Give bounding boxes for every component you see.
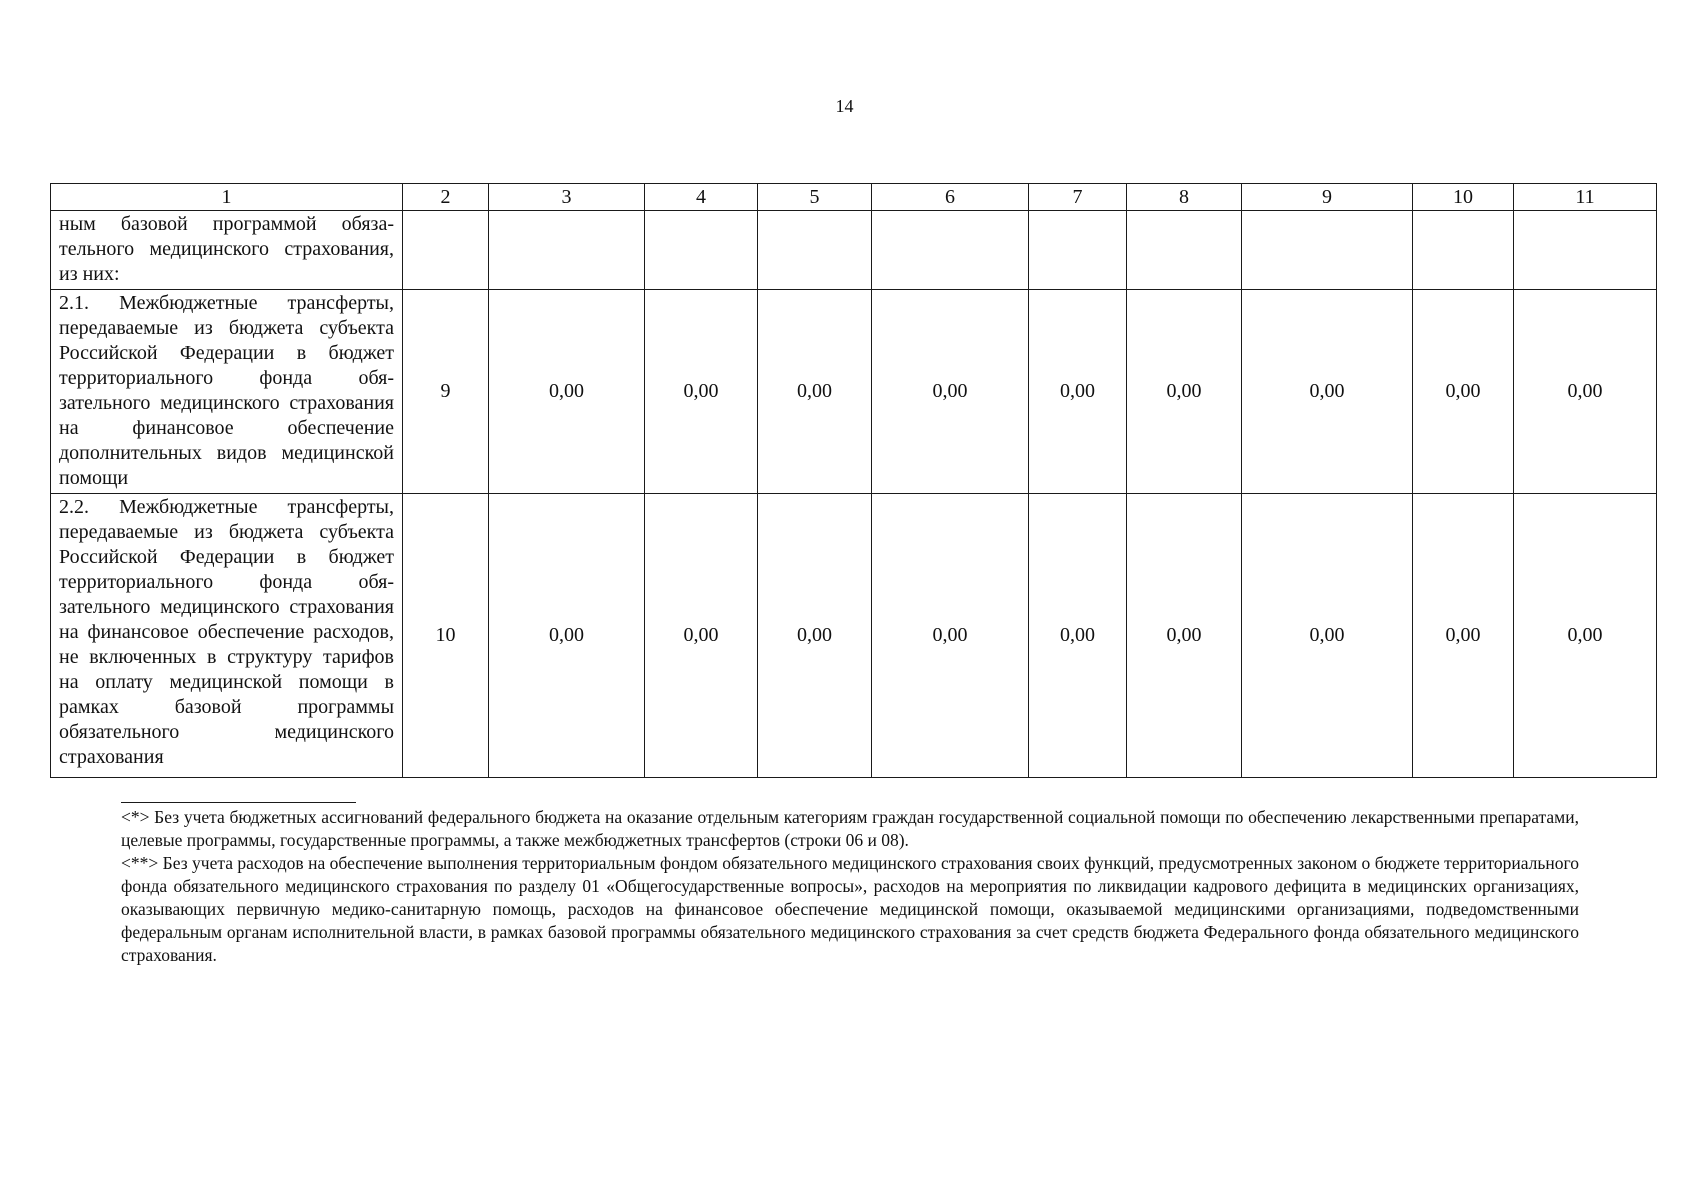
column-header: 11 xyxy=(1514,184,1657,211)
table-cell: 0,00 xyxy=(1514,494,1657,778)
table-cell: 0,00 xyxy=(758,290,872,494)
table-row xyxy=(51,211,1657,290)
table-cell: 0,00 xyxy=(1242,290,1413,494)
table-cell xyxy=(1514,211,1657,290)
table-row xyxy=(51,494,1657,778)
table-cell: 0,00 xyxy=(1127,290,1242,494)
table-cell xyxy=(1242,211,1413,290)
table-cell xyxy=(489,211,645,290)
column-header: 3 xyxy=(489,184,645,211)
table-cell: 0,00 xyxy=(645,290,758,494)
table-row xyxy=(51,290,1657,494)
table-cell: 0,00 xyxy=(1127,494,1242,778)
column-header: 5 xyxy=(758,184,872,211)
table-cell: 0,00 xyxy=(1413,494,1514,778)
table-cell: 0,00 xyxy=(1242,494,1413,778)
column-header: 10 xyxy=(1413,184,1514,211)
column-header: 4 xyxy=(645,184,758,211)
column-header: 6 xyxy=(872,184,1029,211)
footnote-divider xyxy=(121,802,356,803)
table-cell: 0,00 xyxy=(489,290,645,494)
budget-table xyxy=(50,183,1657,778)
table-cell xyxy=(1029,211,1127,290)
row-code xyxy=(403,211,489,290)
column-header: 1 xyxy=(51,184,403,211)
table-cell xyxy=(1413,211,1514,290)
table-cell: 0,00 xyxy=(758,494,872,778)
table-header-row xyxy=(51,184,1657,211)
row-code: 9 xyxy=(403,290,489,494)
table-cell: 0,00 xyxy=(872,494,1029,778)
footnote-2: <**> Без учета расходов на обеспечение выполнения территориальным фондом обязательного медицинского страхования своих функций, предусмотренных законом о бюджете территориального фонда обязательного медицинского страхования по разделу 01 «Общегосударственные вопросы», расходов на мероприятия по ликвидации кадрового дефицита в медицинских организациях, оказывающих первичную медико-санитарную помощь, расходов на финансовое обеспечение медицинской помощи, оказываемой медицинскими организациями, подведомственными федеральным органам исполнительной власти, в рамках базовой программы обязательного медицинского страхования за счет средств бюджета Федерального фонда обязательного медицинского страхования. xyxy=(121,853,1579,965)
row-name: ным базовой программой обязательного медицинского страхования, из них: xyxy=(51,211,403,290)
table-cell xyxy=(872,211,1029,290)
row-name: 2.2. Межбюджетные трансферты, передаваемые из бюджета субъекта Российской Федерации в бюджет территориального фонда обязательного медицинского страхования на финансовое обеспечение расходов, не включенных в структуру тарифов на оплату медицинской помощи в рамках базовой программы обязательного медицинского страхования xyxy=(51,494,403,778)
footnotes xyxy=(121,806,1579,967)
table-cell: 0,00 xyxy=(1029,290,1127,494)
column-header: 9 xyxy=(1242,184,1413,211)
table-cell: 0,00 xyxy=(1413,290,1514,494)
table-cell xyxy=(1127,211,1242,290)
table-cell: 0,00 xyxy=(1514,290,1657,494)
footnote-1: <*> Без учета бюджетных ассигнований федерального бюджета на оказание отдельным категориям граждан государственной социальной помощи по обеспечению лекарственными препаратами, целевые программы, государственные программы, а также межбюджетных трансфертов (строки 06 и 08). xyxy=(121,807,1579,850)
table-cell xyxy=(758,211,872,290)
row-name: 2.1. Межбюджетные трансферты, передаваемые из бюджета субъекта Российской Федерации в бюджет территориального фонда обязательного медицинского страхования на финансовое обеспечение дополнительных видов медицинской помощи xyxy=(51,290,403,494)
column-header: 8 xyxy=(1127,184,1242,211)
column-header: 2 xyxy=(403,184,489,211)
column-header: 7 xyxy=(1029,184,1127,211)
row-code: 10 xyxy=(403,494,489,778)
table-cell: 0,00 xyxy=(489,494,645,778)
table-cell: 0,00 xyxy=(872,290,1029,494)
table-cell: 0,00 xyxy=(645,494,758,778)
table-cell: 0,00 xyxy=(1029,494,1127,778)
table-cell xyxy=(645,211,758,290)
page-number: 14 xyxy=(835,96,854,116)
